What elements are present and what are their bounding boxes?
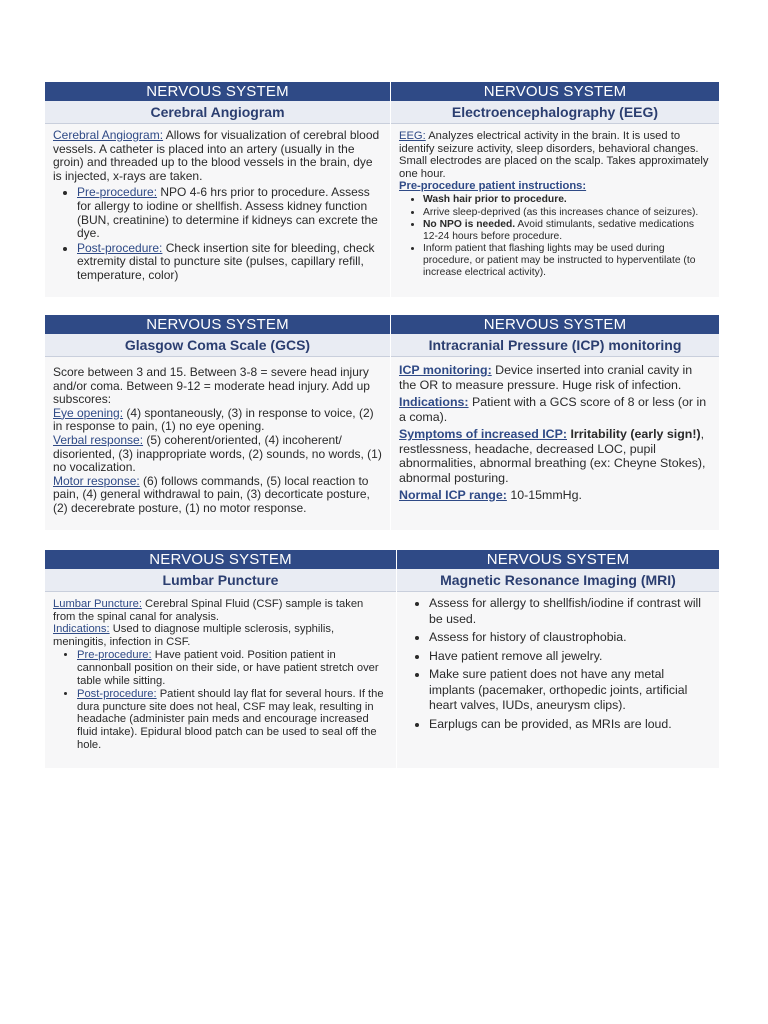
list-item	[77, 242, 382, 283]
description	[399, 130, 711, 180]
card-body	[45, 357, 390, 520]
list-item	[423, 194, 711, 206]
card-lumbar-puncture	[45, 550, 396, 768]
procedure-list	[53, 649, 388, 751]
card-subtitle: Electroencephalography (EEG)	[391, 101, 719, 124]
normal-text: 10-15mmHg.	[506, 488, 582, 502]
term-text: Allows for visualization of cerebral blood vessels. A catheter is placed into an artery (usually in the groin) and threaded up to the blood vessels in the brain, dye is injected, x-rays are taken.	[53, 128, 380, 183]
list-item	[423, 243, 711, 278]
item-text: Arrive sleep-deprived (as this increases chance of seizures).	[423, 206, 699, 218]
indications-label: Indications:	[399, 395, 469, 409]
card-subtitle: Lumbar Puncture	[45, 569, 396, 592]
eye-opening	[53, 407, 382, 434]
item-label: Pre-procedure:	[77, 649, 152, 662]
list-item	[423, 207, 711, 219]
normal-range	[399, 488, 711, 503]
card-band: NERVOUS SYSTEM	[391, 82, 719, 101]
motor-label: Motor response:	[53, 473, 140, 488]
card-subtitle: Cerebral Angiogram	[45, 101, 390, 124]
indications-text: Used to diagnose multiple sclerosis, syphilis, meningitis, infection in CSF.	[53, 623, 335, 648]
normal-label: Normal ICP range:	[399, 488, 507, 502]
list-item: • Assess for history of claustrophobia.	[429, 630, 711, 646]
card-band: NERVOUS SYSTEM	[397, 550, 719, 569]
eye-label: Eye opening:	[53, 405, 124, 420]
instruction-list	[399, 194, 711, 278]
symptoms-text: , restlessness, headache, decreased LOC, pupil abnormalities, abnormal breathing (ex: Cheyne Stokes), abnormal posturing.	[399, 427, 706, 485]
item-label: Post-procedure:	[77, 240, 163, 255]
list-item	[77, 186, 382, 240]
symptoms	[399, 427, 711, 485]
list-item: • Have patient remove all jewelry.	[429, 649, 711, 665]
intro-text: Score between 3 and 15. Between 3-8 = severe head injury and/or coma. Between 9-12 = moderate head injury. Add up subscores:	[53, 365, 370, 407]
instructions-heading	[399, 180, 711, 193]
description	[53, 598, 388, 623]
motor-text: (6) follows commands, (5) local reaction to pain, (4) general withdrawal to pain, (3) decorticate posture, (2) decerebrate posture, (1) no motor response.	[53, 473, 370, 515]
card-subtitle: Intracranial Pressure (ICP) monitoring	[391, 334, 719, 357]
eye-text: (4) spontaneously, (3) in response to voice, (2) in response to pain, (1) no eye opening.	[53, 405, 374, 434]
card-band: NERVOUS SYSTEM	[45, 315, 390, 334]
card-subtitle: Glasgow Coma Scale (GCS)	[45, 334, 390, 357]
mri-checklist	[405, 596, 711, 732]
card-band: NERVOUS SYSTEM	[391, 315, 719, 334]
card-body	[397, 592, 719, 739]
card-eeg	[391, 82, 719, 297]
card-cerebral-angiogram	[45, 82, 390, 297]
indications	[399, 395, 711, 424]
card-band: NERVOUS SYSTEM	[45, 550, 396, 569]
term-label: Lumbar Puncture:	[53, 598, 142, 610]
verbal-label: Verbal response:	[53, 432, 144, 447]
item-text: Check insertion site for bleeding, check extremity distal to puncture site (pulses, capillary refill, temperature, color)	[77, 240, 375, 282]
item-label: Pre-procedure:	[77, 185, 158, 200]
icp-monitoring	[399, 363, 711, 392]
procedure-list	[53, 186, 382, 282]
list-item: • Make sure patient does not have any metal implants (pacemaker, orthopedic joints, artificial heart valves, IUDs, aneurysm clips).	[429, 667, 711, 714]
card-body	[45, 592, 396, 756]
monitoring-text: Device inserted into cranial cavity in the OR to measure pressure. Huge risk of infection.	[399, 363, 693, 392]
verbal-text: (5) coherent/oriented, (4) incoherent/ disoriented, (3) inappropriate words, (2) sounds, no words, (1) no vocalization.	[53, 432, 382, 475]
card-band: NERVOUS SYSTEM	[45, 82, 390, 101]
term-label: EEG:	[399, 130, 426, 142]
motor-response	[53, 475, 382, 516]
item-text: Have patient void. Position patient in cannonball position on their side, or have patient stretch over table while sitting.	[77, 649, 379, 687]
card-icp-monitoring	[391, 315, 719, 530]
description	[53, 129, 382, 183]
list-item	[77, 649, 388, 687]
term-text: Cerebral Spinal Fluid (CSF) sample is taken from the spinal canal for analysis.	[53, 598, 364, 623]
list-item: • Assess for allergy to shellfish/iodine if contrast will be used.	[429, 596, 711, 627]
card-body	[391, 124, 719, 283]
card-body	[45, 124, 390, 288]
indications-label: Indications:	[53, 623, 110, 636]
item-text: Avoid stimulants, sedative medications 12-24 hours before procedure.	[423, 219, 695, 242]
indications-text: Patient with a GCS score of 8 or less (or in a coma).	[399, 395, 707, 424]
list-item: • Earplugs can be provided, as MRIs are loud.	[429, 717, 711, 733]
term-text: Analyzes electrical activity in the brain. It is used to identify seizure activity, sleep disorders, behavioral changes. Small electrodes are placed on the scalp. Takes approximately one hour.	[399, 130, 709, 180]
item-label: Post-procedure:	[77, 688, 157, 701]
term-label: Cerebral Angiogram:	[53, 128, 164, 142]
indications	[53, 623, 388, 648]
list-item	[77, 688, 388, 751]
card-glasgow-coma-scale	[45, 315, 390, 530]
monitoring-label: ICP monitoring:	[399, 363, 492, 377]
list-item	[423, 219, 711, 242]
card-mri	[397, 550, 719, 768]
verbal-response	[53, 434, 382, 475]
instructions-label: Pre-procedure patient instructions:	[399, 180, 587, 193]
card-subtitle: Magnetic Resonance Imaging (MRI)	[397, 569, 719, 592]
item-bold: No NPO is needed.	[423, 219, 516, 231]
item-text: NPO 4-6 hrs prior to procedure. Assess for allergy to iodine or shellfish. Assess kidney function (BUN, creatinine) to determine if kidneys can excrete the dye.	[77, 185, 378, 241]
item-bold: Wash hair prior to procedure.	[423, 193, 567, 205]
item-text: Patient should lay flat for several hours. If the dura puncture site does not heal, CSF may leak, resulting in headache (administer pain meds and encourage increased fluid intake). Epidural blood patch can be used to seal off the hole.	[77, 688, 384, 751]
item-text: Inform patient that flashing lights may be used during procedure, or patient may be instructed to hyperventilate (to increase electrical activity).	[423, 243, 696, 278]
symptoms-bold: Irritability (early sign!)	[567, 427, 701, 441]
card-body	[391, 357, 719, 507]
symptoms-label: Symptoms of increased ICP:	[399, 427, 568, 441]
